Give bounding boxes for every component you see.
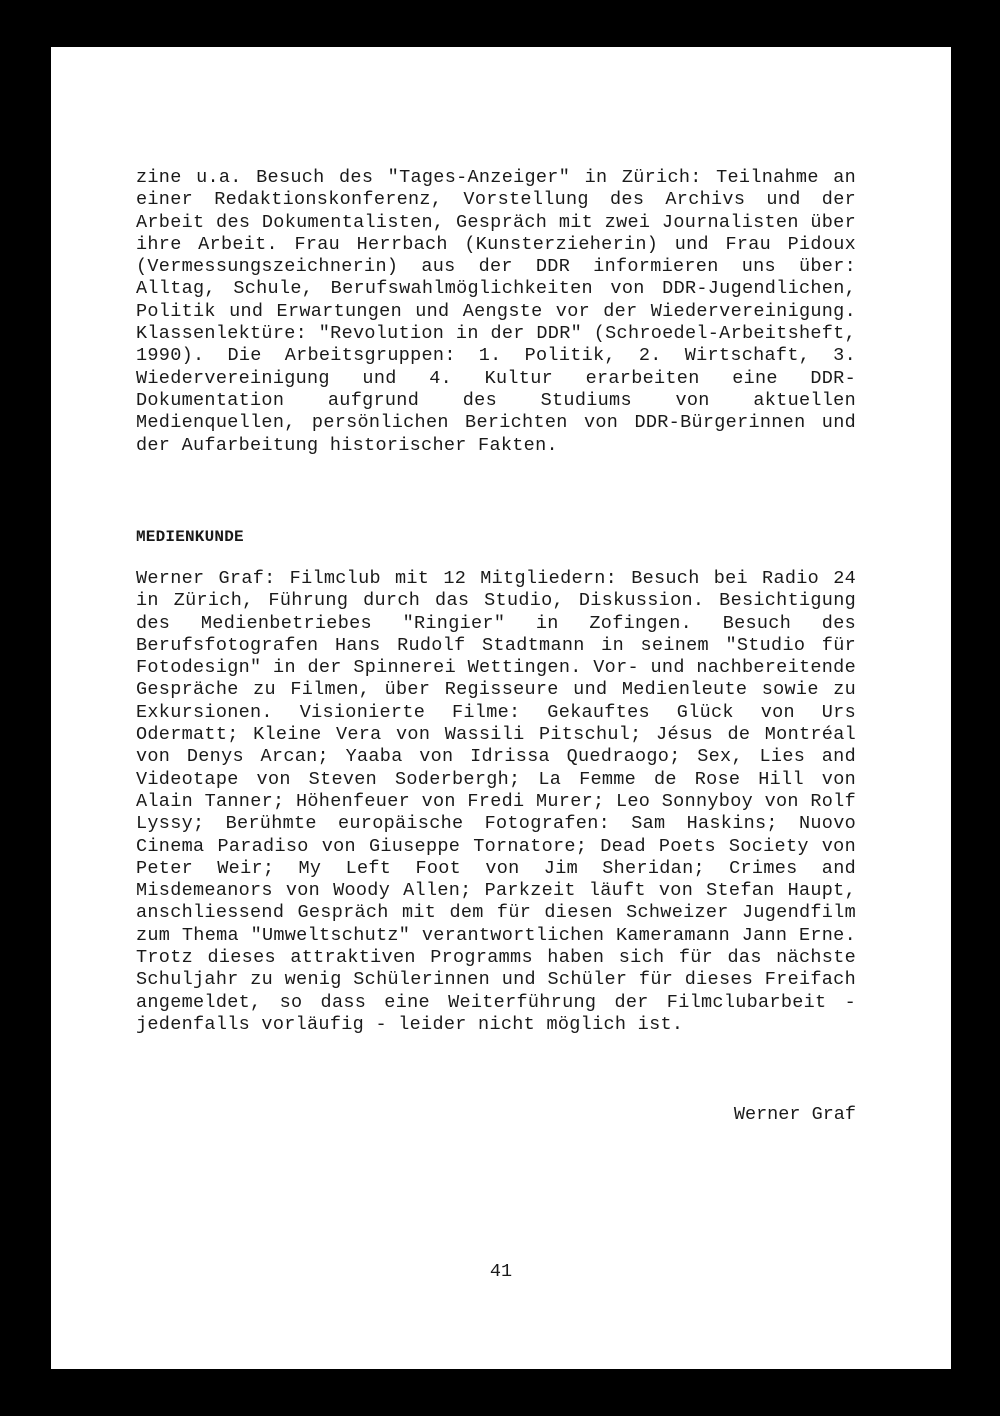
paragraph-ddr-documentation: zine u.a. Besuch des "Tages-Anzeiger" in Zürich: Teilnahme an einer Redaktionskonferenz, Vorstellung des Archivs und der Arbeit des Dokumentalisten, Gespräch mit zwei Journalisten über ihre Arbeit. Frau Herrbach (Kunsterzieherin) und Frau Pidoux (Vermessungszeichnerin) aus der DDR informieren uns über: Alltag, Schule, Berufswahlmöglichkeiten von DDR-Jugendlichen, Politik und Erwartungen und Aengste vor der Wiedervereinigung. Klassenlektüre: "Revolution in der DDR" (Schroedel-Arbeitsheft, 1990). Die Arbeitsgruppen: 1. Politik, 2. Wirtschaft, 3. Wiedervereinigung und 4. Kultur erarbeiten eine DDR-Dokumentation aufgrund des Studiums von aktuellen Medienquellen, persönlichen Berichten von DDR-Bürgerinnen und der Aufarbeitung historischer Fakten. xyxy=(136,167,856,456)
author-signature: Werner Graf xyxy=(733,1104,856,1125)
paragraph-filmclub: Werner Graf: Filmclub mit 12 Mitgliedern: Besuch bei Radio 24 in Zürich, Führung durch das Studio, Diskussion. Besichtigung des Medienbetriebes "Ringier" in Zofingen. Besuch des Berufsfotografen Hans Rudolf Stadtmann in seinem "Studio für Fotodesign" in der Spinnerei Wettingen. Vor- und nachbereitende Gespräche zu Filmen, über Regisseure und Medienleute sowie zu Exkursionen. Visionierte Filme: Gekauftes Glück von Urs Odermatt; Kleine Vera von Wassili Pitschul; Jésus de Montréal von Denys Arcan; Yaaba von Idrissa Quedraogo; Sex, Lies and Videotape von Steven Soderbergh; La Femme de Rose Hill von Alain Tanner; Höhenfeuer von Fredi Murer; Leo Sonnyboy von Rolf Lyssy; Berühmte europäische Fotografen: Sam Haskins; Nuovo Cinema Paradiso von Giuseppe Tornatore; Dead Poets Society von Peter Weir; My Left Foot von Jim Sheridan; Crimes and Misdemeanors von Woody Allen; Parkzeit läuft von Stefan Haupt, anschliessend Gespräch mit dem für diesen Schweizer Jugendfilm zum Thema "Umweltschutz" verantwortlichen Kameramann Jann Erne. Trotz dieses attraktiven Programms haben sich für das nächste Schuljahr zu wenig Schülerinnen und Schüler für dieses Freifach angemeldet, so dass eine Weiterführung der Filmclubarbeit - jedenfalls vorläufig - leider nicht möglich ist. xyxy=(136,568,856,1035)
page-number: 41 xyxy=(489,1261,513,1282)
section-heading-medienkunde: MEDIENKUNDE xyxy=(136,528,244,546)
document-page xyxy=(51,47,951,1369)
